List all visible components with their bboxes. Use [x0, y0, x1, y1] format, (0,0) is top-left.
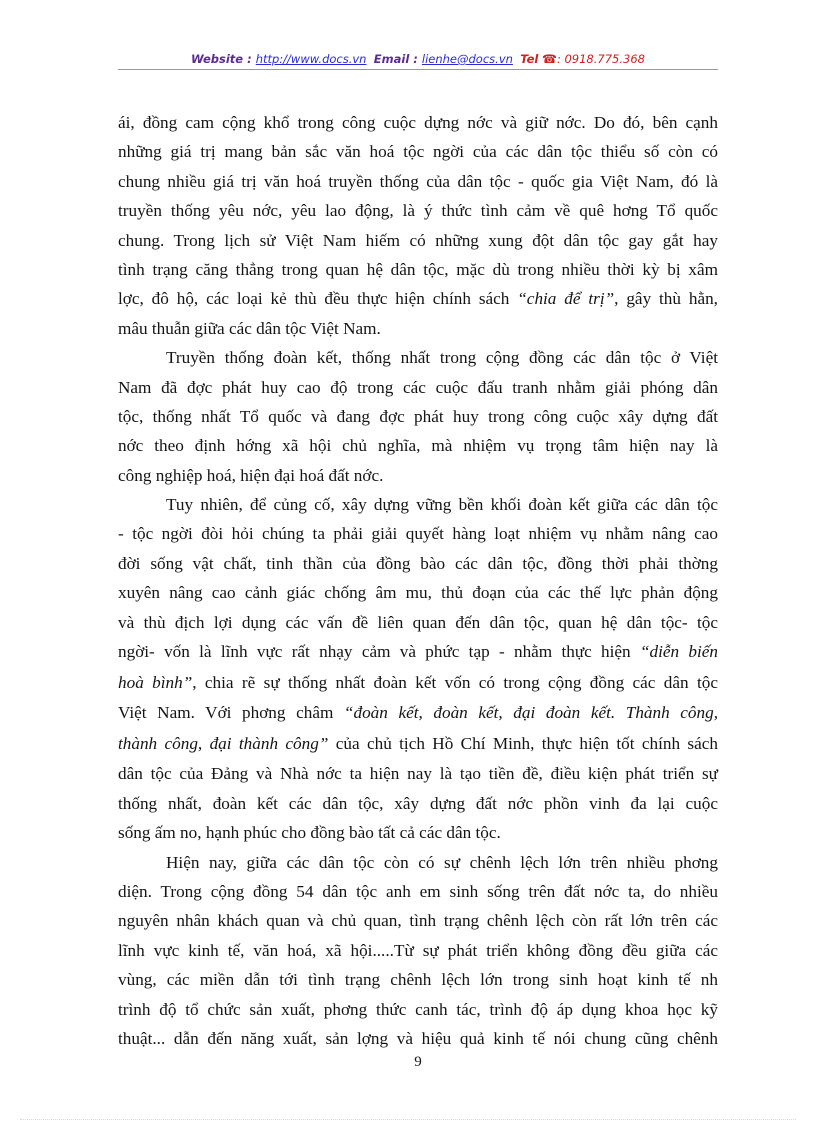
tel-label: Tel — [520, 52, 539, 66]
text-line — [118, 729, 718, 760]
text-segment: lợc, đô hộ, các loại kẻ thù đều thực hiện chính sách — [118, 289, 518, 309]
text-line — [118, 226, 718, 255]
italic-quote: “đoàn kết, đoàn kết, đại đoàn kết. Thành công, — [343, 703, 718, 723]
text-segment: chung. Trong lịch sử Việt Nam hiếm có những xung đột dân tộc gay gắt hay — [118, 230, 718, 250]
text-line — [118, 343, 718, 372]
text-line — [118, 578, 718, 607]
email-separator: : — [409, 52, 422, 66]
text-line — [118, 698, 718, 729]
text-segment: Hiện nay, giữa các dân tộc còn có sự chênh lệch lớn trên nhiều phơng — [166, 852, 718, 872]
text-line — [118, 995, 718, 1024]
text-segment: ngời- vốn là lĩnh vực rất nhạy cảm và phức tạp - nhằm thực hiện — [118, 642, 640, 662]
text-segment: của chủ tịch Hồ Chí Minh, thực hiện tốt chính sách — [328, 733, 718, 753]
text-line — [118, 314, 718, 343]
text-segment: trình độ tổ chức sản xuất, phơng thức canh tác, trình độ áp dụng khoa học kỹ — [118, 999, 718, 1019]
text-line — [118, 608, 718, 637]
text-segment: - tộc ngời đòi hỏi chúng ta phải giải quyết hàng loạt nhiệm vụ nhằm nâng cao — [118, 524, 718, 544]
page-number: 9 — [414, 1054, 422, 1070]
text-line — [118, 1024, 718, 1053]
text-line — [118, 461, 718, 490]
text-segment: nguyên nhân khách quan và chủ quan, tình trạng chênh lệch còn rất lớn trên các — [118, 911, 718, 931]
text-line — [118, 167, 718, 196]
text-line — [118, 818, 718, 847]
page-header — [118, 52, 718, 66]
text-segment: sống ấm no, hạnh phúc cho đồng bào tất cả các dân tộc. — [118, 823, 501, 843]
text-segment: công nghiệp hoá, hiện đại hoá đất nớc. — [118, 465, 384, 485]
text-segment: thuật... dẫn đến năng xuất, sản lợng và hiệu quả kinh tế nói chung cũng chênh — [118, 1028, 718, 1048]
text-segment: , gây thù hằn, — [614, 289, 718, 309]
text-segment: tình trạng căng thẳng trong quan hệ dân tộc, mặc dù trong nhiều thời kỳ bị xâm — [118, 259, 718, 279]
text-segment: Truyền thống đoàn kết, thống nhất trong cộng đồng các dân tộc ở Việt — [166, 348, 718, 368]
text-segment: tộc, thống nhất Tổ quốc và đang đợc phát huy trong công cuộc xây dựng đất — [118, 406, 718, 426]
text-line — [118, 431, 718, 460]
text-segment: và thù địch lợi dụng các vấn đề liên quan đến dân tộc, quan hệ dân tộc- tộc — [118, 612, 718, 632]
text-segment: mâu thuẫn giữa các dân tộc Việt Nam. — [118, 318, 381, 338]
text-line — [118, 549, 718, 578]
tel-value: : 0918.775.368 — [556, 52, 645, 66]
text-segment: lĩnh vực kinh tế, văn hoá, xã hội.....Từ sự phát triển không đồng đều giữa các — [118, 940, 718, 960]
website-label: Website : — [191, 52, 256, 66]
text-segment: thống nhất, đoàn kết các dân tộc, xây dựng đất nớc phồn vinh đa lại cuộc — [118, 793, 718, 813]
text-segment: những giá trị mang bản sắc văn hoá tộc ngời của các dân tộc thiểu số còn có — [118, 142, 718, 162]
text-segment: ái, đồng cam cộng khổ trong công cuộc dựng nớc và giữ nớc. Do đó, bên cạnh — [118, 113, 718, 132]
text-line — [118, 789, 718, 818]
text-segment: diện. Trong cộng đồng 54 dân tộc anh em sinh sống trên đất nớc ta, do nhiều — [118, 881, 718, 901]
text-line — [118, 906, 718, 935]
header-rule — [118, 69, 718, 70]
text-segment: vùng, các miền dẫn tới tình trạng chênh lệch lớn trong sinh hoạt kinh tế nh — [118, 970, 718, 990]
text-segment: , chia rẽ sự thống nhất đoàn kết vốn có trong cộng đồng các dân tộc — [192, 672, 718, 692]
text-segment: chung nhiều giá trị văn hoá truyền thống của dân tộc - quốc gia Việt Nam, đó là — [118, 171, 718, 191]
text-line — [118, 519, 718, 548]
text-line — [118, 284, 718, 313]
text-segment: xuyên nâng cao cảnh giác chống âm mu, thủ đoạn của các thế lực phản động — [118, 583, 718, 603]
text-line — [118, 108, 718, 137]
text-line — [118, 637, 718, 668]
italic-quote: thành công, đại thành công” — [118, 733, 329, 753]
text-line — [118, 668, 718, 699]
email-label: Email — [373, 52, 410, 66]
document-body — [118, 108, 718, 1053]
text-line — [118, 196, 718, 225]
italic-quote: “diễn biến — [639, 642, 718, 662]
text-segment: truyền thống yêu nớc, yêu lao động, là ý thức tình cảm về quê hơng Tổ quốc — [118, 201, 718, 221]
text-segment: Tuy nhiên, để củng cố, xây dựng vững bền khối đoàn kết giữa các dân tộc — [166, 495, 718, 515]
text-segment: nớc theo định hớng xã hội chủ nghĩa, mà nhiệm vụ trọng tâm hiện nay là — [118, 436, 718, 456]
text-line — [118, 490, 718, 519]
italic-quote: hoà bình” — [118, 672, 193, 692]
text-segment: dân tộc của Đảng và Nhà nớc ta hiện nay là tạo tiền đề, điều kiện phát triển sự — [118, 764, 718, 784]
text-line — [118, 759, 718, 788]
text-line — [118, 373, 718, 402]
text-line — [118, 936, 718, 965]
website-link[interactable]: http://www.docs.vn — [255, 52, 367, 66]
text-segment: Nam đã đợc phát huy cao độ trong các cuộc đấu tranh nhằm giải phóng dân — [118, 377, 718, 397]
text-line — [118, 965, 718, 994]
phone-icon: ☎ — [542, 52, 557, 66]
text-line — [118, 848, 718, 877]
text-line — [118, 877, 718, 906]
text-line — [118, 402, 718, 431]
text-segment: Việt Nam. Với phơng châm — [118, 703, 344, 723]
text-segment: đời sống vật chất, tinh thần của đồng bào các dân tộc, đồng thời phải thờng — [118, 553, 718, 573]
text-line — [118, 137, 718, 166]
page-edge — [20, 1119, 796, 1120]
italic-quote: “chia để trị” — [517, 289, 615, 309]
email-link[interactable]: lienhe@docs.vn — [421, 52, 513, 66]
text-line — [118, 255, 718, 284]
